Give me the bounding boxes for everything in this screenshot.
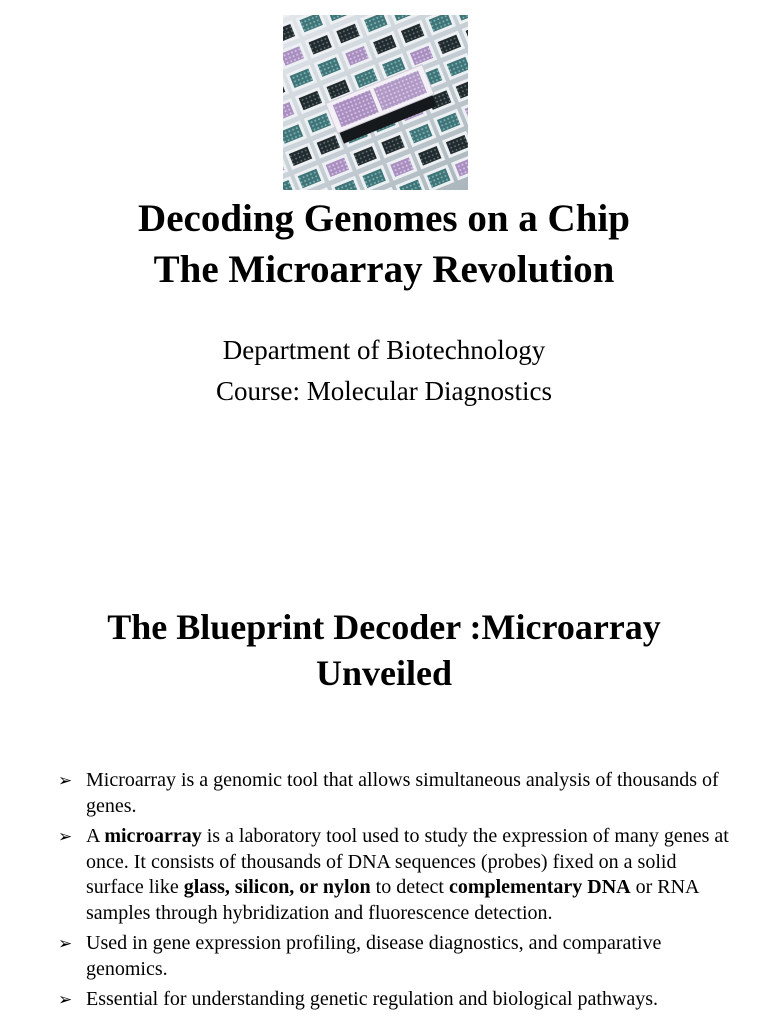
presentation-title [0, 193, 768, 295]
bold-term-materials: glass, silicon, or nylon [183, 876, 371, 898]
bullet-text-segment: A [86, 825, 105, 847]
bullet-text: Microarray is a genomic tool that allows simultaneous analysis of thousands of genes. [86, 769, 719, 817]
microarray-chip-image [283, 15, 468, 190]
bullet-text-segment: is a laboratory tool used to study the expression of many genes at once. It consists of thousands of DNA sequences (probes) fixed on a solid surface like [86, 825, 729, 898]
heading-line-2: Unveiled [315, 653, 452, 693]
title-line-2: The Microarray Revolution [153, 248, 615, 291]
bold-term-complementary-dna: complementary DNA [448, 876, 631, 898]
list-item [58, 824, 738, 926]
arrow-bullet-icon: ➢ [58, 827, 73, 847]
bullet-list [58, 768, 738, 1018]
arrow-bullet-icon: ➢ [58, 990, 73, 1010]
bullet-text: Used in gene expression profiling, disease diagnostics, and comparative genomics. [86, 932, 662, 980]
bullet-text-segment: or RNA samples through hybridization and fluorescence detection. [86, 876, 699, 924]
bold-term-microarray: microarray [104, 825, 202, 847]
bullet-text [86, 825, 729, 924]
content-slide [0, 560, 768, 1024]
slide-heading [0, 604, 768, 696]
list-item [58, 987, 738, 1013]
title-line-1: Decoding Genomes on a Chip [138, 197, 630, 240]
bullet-text: Essential for understanding genetic regulation and biological pathways. [86, 988, 659, 1010]
list-item [58, 931, 738, 982]
list-item [58, 768, 738, 819]
arrow-bullet-icon: ➢ [58, 771, 73, 791]
presentation-subtitle [0, 330, 768, 412]
bullet-text-segment: to detect [370, 876, 449, 898]
heading-line-1: The Blueprint Decoder :Microarray [107, 607, 661, 647]
course-name: Course: Molecular Diagnostics [216, 376, 552, 406]
department-name: Department of Biotechnology [222, 335, 546, 365]
arrow-bullet-icon: ➢ [58, 934, 73, 954]
microarray-chip-illustration [283, 15, 468, 190]
